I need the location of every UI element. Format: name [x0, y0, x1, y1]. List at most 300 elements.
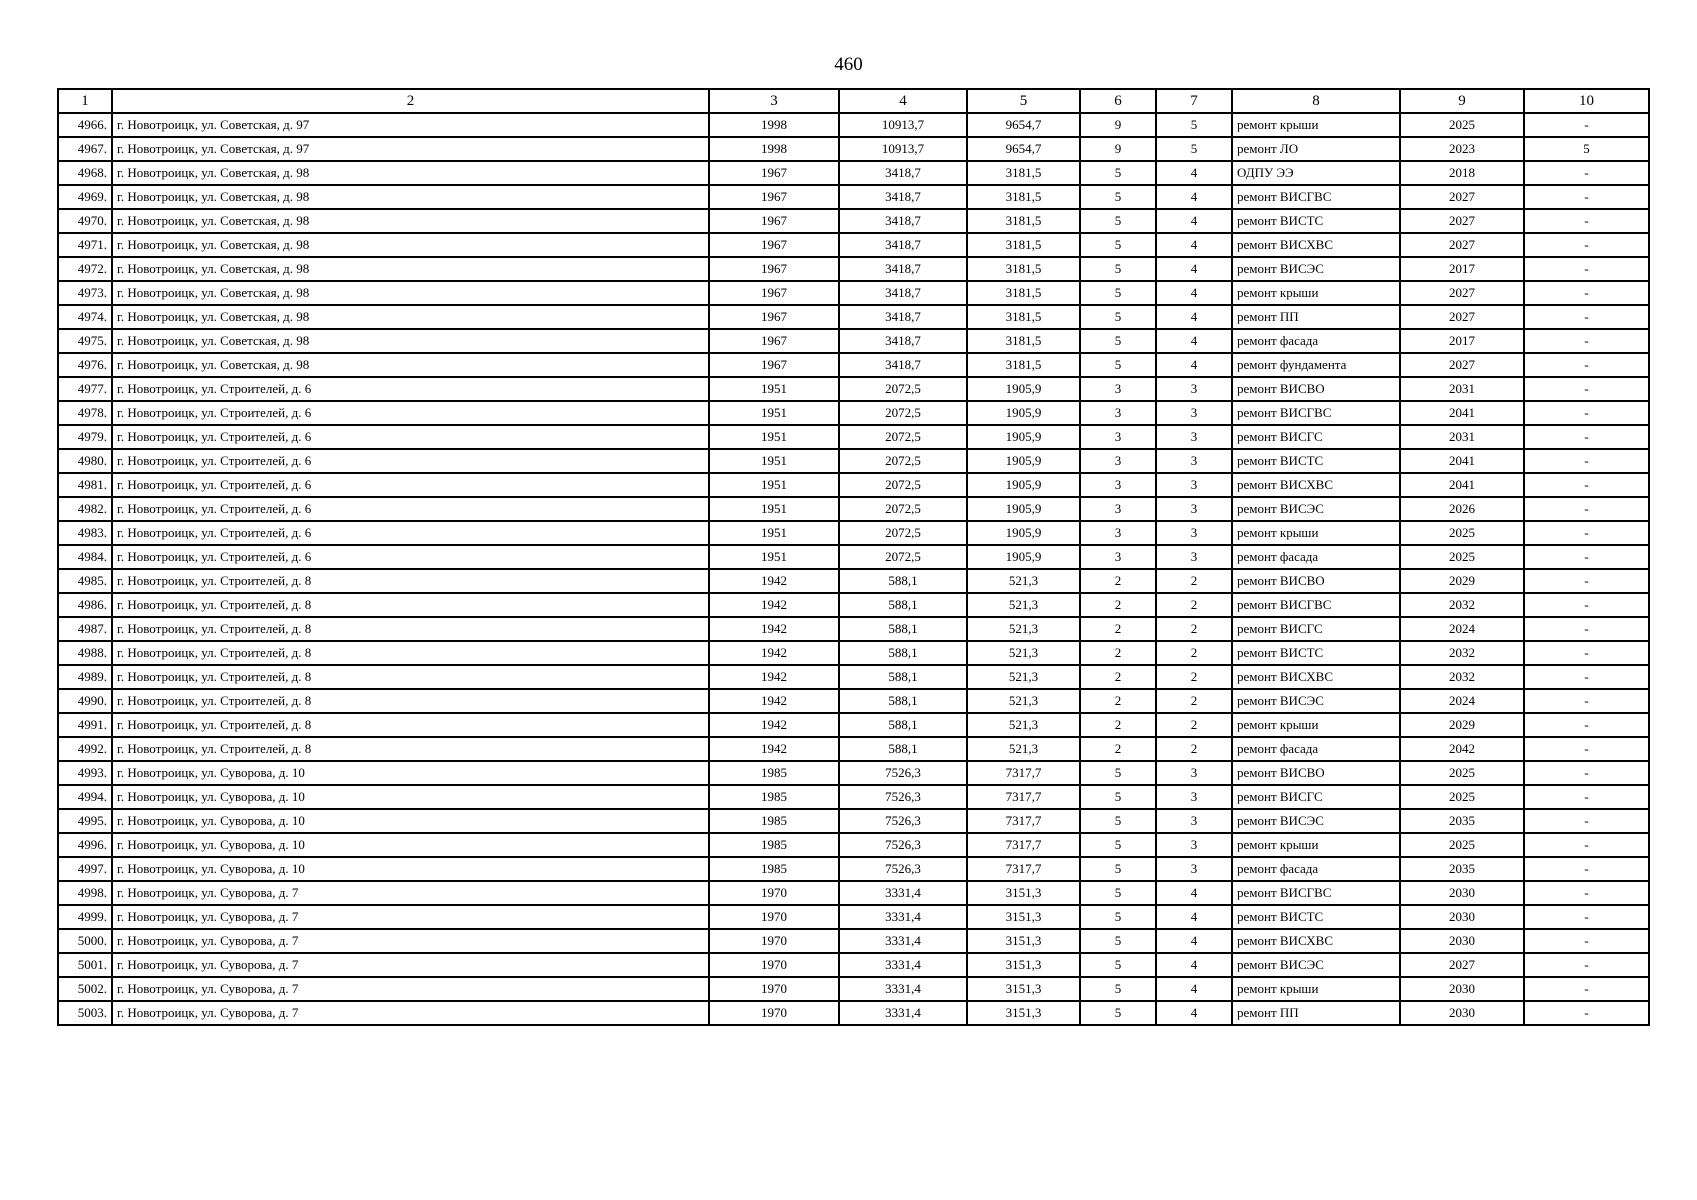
- total-area-cell: 7526,3: [839, 857, 967, 881]
- note-cell: -: [1524, 281, 1649, 305]
- living-area-cell: 521,3: [967, 593, 1080, 617]
- note-cell: -: [1524, 377, 1649, 401]
- address-cell: г. Новотроицк, ул. Строителей, д. 6: [112, 425, 709, 449]
- entrances-cell: 4: [1156, 305, 1232, 329]
- work-type-cell: ремонт ВИСГВС: [1232, 185, 1400, 209]
- year-built-cell: 1951: [709, 473, 839, 497]
- note-cell: -: [1524, 713, 1649, 737]
- table-row: [58, 665, 1649, 689]
- living-area-cell: 3181,5: [967, 281, 1080, 305]
- planned-year-cell: 2025: [1400, 521, 1524, 545]
- work-type-cell: ремонт ВИСВО: [1232, 569, 1400, 593]
- column-header: 4: [839, 89, 967, 113]
- address-cell: г. Новотроицк, ул. Строителей, д. 6: [112, 377, 709, 401]
- table-row: [58, 977, 1649, 1001]
- row-number-cell: 4986.: [58, 593, 112, 617]
- work-type-cell: ремонт ВИСЭС: [1232, 689, 1400, 713]
- note-cell: -: [1524, 641, 1649, 665]
- entrances-cell: 2: [1156, 713, 1232, 737]
- table-row: [58, 353, 1649, 377]
- planned-year-cell: 2027: [1400, 305, 1524, 329]
- table-row: [58, 521, 1649, 545]
- note-cell: -: [1524, 761, 1649, 785]
- entrances-cell: 3: [1156, 497, 1232, 521]
- living-area-cell: 7317,7: [967, 833, 1080, 857]
- work-type-cell: ремонт ВИСТС: [1232, 905, 1400, 929]
- planned-year-cell: 2025: [1400, 113, 1524, 137]
- note-cell: -: [1524, 665, 1649, 689]
- living-area-cell: 521,3: [967, 689, 1080, 713]
- row-number-cell: 4981.: [58, 473, 112, 497]
- row-number-cell: 5002.: [58, 977, 112, 1001]
- row-number-cell: 5003.: [58, 1001, 112, 1025]
- note-cell: -: [1524, 329, 1649, 353]
- table-row: [58, 449, 1649, 473]
- planned-year-cell: 2031: [1400, 425, 1524, 449]
- planned-year-cell: 2031: [1400, 377, 1524, 401]
- year-built-cell: 1951: [709, 497, 839, 521]
- floors-cell: 3: [1080, 425, 1156, 449]
- row-number-cell: 4977.: [58, 377, 112, 401]
- year-built-cell: 1967: [709, 233, 839, 257]
- total-area-cell: 588,1: [839, 665, 967, 689]
- note-cell: -: [1524, 257, 1649, 281]
- planned-year-cell: 2027: [1400, 353, 1524, 377]
- work-type-cell: ремонт фасада: [1232, 545, 1400, 569]
- table-row: [58, 1001, 1649, 1025]
- row-number-cell: 4980.: [58, 449, 112, 473]
- year-built-cell: 1942: [709, 737, 839, 761]
- work-type-cell: ремонт крыши: [1232, 521, 1400, 545]
- living-area-cell: 3181,5: [967, 209, 1080, 233]
- entrances-cell: 3: [1156, 449, 1232, 473]
- table-row: [58, 953, 1649, 977]
- living-area-cell: 7317,7: [967, 809, 1080, 833]
- living-area-cell: 521,3: [967, 641, 1080, 665]
- row-number-cell: 4983.: [58, 521, 112, 545]
- living-area-cell: 3181,5: [967, 233, 1080, 257]
- entrances-cell: 4: [1156, 905, 1232, 929]
- total-area-cell: 3331,4: [839, 905, 967, 929]
- note-cell: -: [1524, 161, 1649, 185]
- planned-year-cell: 2041: [1400, 449, 1524, 473]
- total-area-cell: 2072,5: [839, 377, 967, 401]
- row-number-cell: 4971.: [58, 233, 112, 257]
- living-area-cell: 1905,9: [967, 521, 1080, 545]
- entrances-cell: 2: [1156, 665, 1232, 689]
- row-number-cell: 4968.: [58, 161, 112, 185]
- total-area-cell: 588,1: [839, 617, 967, 641]
- entrances-cell: 4: [1156, 281, 1232, 305]
- floors-cell: 5: [1080, 809, 1156, 833]
- address-cell: г. Новотроицк, ул. Советская, д. 98: [112, 185, 709, 209]
- entrances-cell: 3: [1156, 545, 1232, 569]
- total-area-cell: 588,1: [839, 689, 967, 713]
- entrances-cell: 2: [1156, 593, 1232, 617]
- year-built-cell: 1951: [709, 425, 839, 449]
- address-cell: г. Новотроицк, ул. Строителей, д. 8: [112, 713, 709, 737]
- floors-cell: 5: [1080, 161, 1156, 185]
- total-area-cell: 7526,3: [839, 785, 967, 809]
- work-type-cell: ремонт фасада: [1232, 329, 1400, 353]
- floors-cell: 5: [1080, 257, 1156, 281]
- total-area-cell: 7526,3: [839, 761, 967, 785]
- floors-cell: 5: [1080, 905, 1156, 929]
- planned-year-cell: 2025: [1400, 785, 1524, 809]
- address-cell: г. Новотроицк, ул. Суворова, д. 10: [112, 809, 709, 833]
- living-area-cell: 7317,7: [967, 785, 1080, 809]
- address-cell: г. Новотроицк, ул. Строителей, д. 8: [112, 569, 709, 593]
- year-built-cell: 1985: [709, 833, 839, 857]
- entrances-cell: 4: [1156, 353, 1232, 377]
- work-type-cell: ремонт крыши: [1232, 281, 1400, 305]
- living-area-cell: 1905,9: [967, 473, 1080, 497]
- work-type-cell: ремонт крыши: [1232, 113, 1400, 137]
- note-cell: -: [1524, 425, 1649, 449]
- address-cell: г. Новотроицк, ул. Советская, д. 98: [112, 353, 709, 377]
- work-type-cell: ремонт ВИСВО: [1232, 761, 1400, 785]
- floors-cell: 5: [1080, 857, 1156, 881]
- table-row: [58, 233, 1649, 257]
- work-type-cell: ремонт ВИСЭС: [1232, 497, 1400, 521]
- planned-year-cell: 2032: [1400, 593, 1524, 617]
- address-cell: г. Новотроицк, ул. Суворова, д. 7: [112, 929, 709, 953]
- note-cell: 5: [1524, 137, 1649, 161]
- note-cell: -: [1524, 353, 1649, 377]
- living-area-cell: 7317,7: [967, 857, 1080, 881]
- living-area-cell: 3151,3: [967, 881, 1080, 905]
- floors-cell: 2: [1080, 617, 1156, 641]
- floors-cell: 5: [1080, 329, 1156, 353]
- entrances-cell: 5: [1156, 113, 1232, 137]
- living-area-cell: 521,3: [967, 713, 1080, 737]
- note-cell: -: [1524, 1001, 1649, 1025]
- planned-year-cell: 2018: [1400, 161, 1524, 185]
- row-number-cell: 4979.: [58, 425, 112, 449]
- planned-year-cell: 2017: [1400, 329, 1524, 353]
- total-area-cell: 2072,5: [839, 401, 967, 425]
- work-type-cell: ремонт ВИСХВС: [1232, 665, 1400, 689]
- planned-year-cell: 2023: [1400, 137, 1524, 161]
- floors-cell: 9: [1080, 113, 1156, 137]
- living-area-cell: 1905,9: [967, 545, 1080, 569]
- note-cell: -: [1524, 905, 1649, 929]
- floors-cell: 3: [1080, 497, 1156, 521]
- floors-cell: 5: [1080, 281, 1156, 305]
- living-area-cell: 3151,3: [967, 929, 1080, 953]
- year-built-cell: 1967: [709, 305, 839, 329]
- entrances-cell: 3: [1156, 473, 1232, 497]
- planned-year-cell: 2030: [1400, 905, 1524, 929]
- planned-year-cell: 2027: [1400, 281, 1524, 305]
- total-area-cell: 2072,5: [839, 473, 967, 497]
- address-cell: г. Новотроицк, ул. Строителей, д. 8: [112, 617, 709, 641]
- living-area-cell: 521,3: [967, 617, 1080, 641]
- floors-cell: 5: [1080, 761, 1156, 785]
- table-row: [58, 281, 1649, 305]
- row-number-cell: 4997.: [58, 857, 112, 881]
- living-area-cell: 9654,7: [967, 113, 1080, 137]
- planned-year-cell: 2029: [1400, 713, 1524, 737]
- floors-cell: 3: [1080, 377, 1156, 401]
- planned-year-cell: 2041: [1400, 401, 1524, 425]
- total-area-cell: 2072,5: [839, 497, 967, 521]
- row-number-cell: 4976.: [58, 353, 112, 377]
- row-number-cell: 4973.: [58, 281, 112, 305]
- year-built-cell: 1951: [709, 401, 839, 425]
- floors-cell: 5: [1080, 929, 1156, 953]
- total-area-cell: 3331,4: [839, 881, 967, 905]
- work-type-cell: ремонт ВИСЭС: [1232, 953, 1400, 977]
- table-row: [58, 137, 1649, 161]
- year-built-cell: 1967: [709, 281, 839, 305]
- planned-year-cell: 2024: [1400, 617, 1524, 641]
- total-area-cell: 2072,5: [839, 545, 967, 569]
- year-built-cell: 1942: [709, 569, 839, 593]
- floors-cell: 3: [1080, 449, 1156, 473]
- planned-year-cell: 2017: [1400, 257, 1524, 281]
- table-row: [58, 809, 1649, 833]
- year-built-cell: 1942: [709, 689, 839, 713]
- year-built-cell: 1998: [709, 137, 839, 161]
- living-area-cell: 3181,5: [967, 257, 1080, 281]
- floors-cell: 2: [1080, 569, 1156, 593]
- table-row: [58, 881, 1649, 905]
- total-area-cell: 3331,4: [839, 929, 967, 953]
- total-area-cell: 3418,7: [839, 233, 967, 257]
- row-number-cell: 4975.: [58, 329, 112, 353]
- work-type-cell: ремонт ВИСГС: [1232, 785, 1400, 809]
- address-cell: г. Новотроицк, ул. Строителей, д. 8: [112, 665, 709, 689]
- work-type-cell: ремонт фундамента: [1232, 353, 1400, 377]
- floors-cell: 3: [1080, 473, 1156, 497]
- address-cell: г. Новотроицк, ул. Суворова, д. 7: [112, 953, 709, 977]
- row-number-cell: 4972.: [58, 257, 112, 281]
- entrances-cell: 2: [1156, 689, 1232, 713]
- note-cell: -: [1524, 305, 1649, 329]
- table-row: [58, 161, 1649, 185]
- planned-year-cell: 2024: [1400, 689, 1524, 713]
- note-cell: -: [1524, 977, 1649, 1001]
- work-type-cell: ремонт ВИСХВС: [1232, 929, 1400, 953]
- year-built-cell: 1970: [709, 881, 839, 905]
- table-header-row: [58, 89, 1649, 113]
- row-number-cell: 4984.: [58, 545, 112, 569]
- work-type-cell: ремонт фасада: [1232, 737, 1400, 761]
- living-area-cell: 3151,3: [967, 1001, 1080, 1025]
- entrances-cell: 4: [1156, 1001, 1232, 1025]
- total-area-cell: 588,1: [839, 569, 967, 593]
- floors-cell: 5: [1080, 1001, 1156, 1025]
- total-area-cell: 3418,7: [839, 209, 967, 233]
- total-area-cell: 588,1: [839, 593, 967, 617]
- table-row: [58, 689, 1649, 713]
- floors-cell: 5: [1080, 785, 1156, 809]
- floors-cell: 5: [1080, 953, 1156, 977]
- entrances-cell: 4: [1156, 209, 1232, 233]
- total-area-cell: 3418,7: [839, 161, 967, 185]
- total-area-cell: 2072,5: [839, 425, 967, 449]
- living-area-cell: 521,3: [967, 737, 1080, 761]
- work-type-cell: ремонт ПП: [1232, 1001, 1400, 1025]
- address-cell: г. Новотроицк, ул. Суворова, д. 10: [112, 857, 709, 881]
- planned-year-cell: 2029: [1400, 569, 1524, 593]
- living-area-cell: 3151,3: [967, 977, 1080, 1001]
- entrances-cell: 3: [1156, 809, 1232, 833]
- living-area-cell: 1905,9: [967, 377, 1080, 401]
- living-area-cell: 3181,5: [967, 161, 1080, 185]
- planned-year-cell: 2032: [1400, 665, 1524, 689]
- work-type-cell: ремонт ПП: [1232, 305, 1400, 329]
- row-number-cell: 4990.: [58, 689, 112, 713]
- address-cell: г. Новотроицк, ул. Советская, д. 98: [112, 305, 709, 329]
- floors-cell: 5: [1080, 233, 1156, 257]
- floors-cell: 5: [1080, 833, 1156, 857]
- year-built-cell: 1970: [709, 953, 839, 977]
- note-cell: -: [1524, 881, 1649, 905]
- total-area-cell: 7526,3: [839, 809, 967, 833]
- work-type-cell: ремонт ВИСЭС: [1232, 809, 1400, 833]
- floors-cell: 9: [1080, 137, 1156, 161]
- work-type-cell: ремонт крыши: [1232, 713, 1400, 737]
- floors-cell: 5: [1080, 977, 1156, 1001]
- total-area-cell: 10913,7: [839, 137, 967, 161]
- address-cell: г. Новотроицк, ул. Советская, д. 98: [112, 233, 709, 257]
- planned-year-cell: 2027: [1400, 185, 1524, 209]
- floors-cell: 2: [1080, 593, 1156, 617]
- entrances-cell: 3: [1156, 761, 1232, 785]
- table-row: [58, 305, 1649, 329]
- row-number-cell: 4994.: [58, 785, 112, 809]
- entrances-cell: 5: [1156, 137, 1232, 161]
- row-number-cell: 4991.: [58, 713, 112, 737]
- year-built-cell: 1970: [709, 929, 839, 953]
- living-area-cell: 9654,7: [967, 137, 1080, 161]
- table-row: [58, 257, 1649, 281]
- address-cell: г. Новотроицк, ул. Строителей, д. 6: [112, 521, 709, 545]
- floors-cell: 5: [1080, 209, 1156, 233]
- entrances-cell: 2: [1156, 569, 1232, 593]
- total-area-cell: 3331,4: [839, 953, 967, 977]
- row-number-cell: 4998.: [58, 881, 112, 905]
- note-cell: -: [1524, 113, 1649, 137]
- column-header: 6: [1080, 89, 1156, 113]
- year-built-cell: 1951: [709, 377, 839, 401]
- address-cell: г. Новотроицк, ул. Советская, д. 98: [112, 257, 709, 281]
- column-header: 2: [112, 89, 709, 113]
- table-row: [58, 761, 1649, 785]
- entrances-cell: 4: [1156, 977, 1232, 1001]
- address-cell: г. Новотроицк, ул. Советская, д. 98: [112, 281, 709, 305]
- address-cell: г. Новотроицк, ул. Суворова, д. 7: [112, 905, 709, 929]
- work-type-cell: ремонт ВИСГВС: [1232, 881, 1400, 905]
- floors-cell: 2: [1080, 713, 1156, 737]
- year-built-cell: 1942: [709, 641, 839, 665]
- work-type-cell: ремонт ВИСТС: [1232, 209, 1400, 233]
- address-cell: г. Новотроицк, ул. Строителей, д. 8: [112, 689, 709, 713]
- year-built-cell: 1970: [709, 1001, 839, 1025]
- address-cell: г. Новотроицк, ул. Советская, д. 98: [112, 329, 709, 353]
- row-number-cell: 4967.: [58, 137, 112, 161]
- table-row: [58, 905, 1649, 929]
- total-area-cell: 3418,7: [839, 329, 967, 353]
- row-number-cell: 4970.: [58, 209, 112, 233]
- address-cell: г. Новотроицк, ул. Строителей, д. 6: [112, 545, 709, 569]
- address-cell: г. Новотроицк, ул. Советская, д. 98: [112, 161, 709, 185]
- address-cell: г. Новотроицк, ул. Суворова, д. 7: [112, 1001, 709, 1025]
- table-row: [58, 329, 1649, 353]
- total-area-cell: 10913,7: [839, 113, 967, 137]
- address-cell: г. Новотроицк, ул. Суворова, д. 10: [112, 833, 709, 857]
- planned-year-cell: 2032: [1400, 641, 1524, 665]
- note-cell: -: [1524, 857, 1649, 881]
- column-header: 1: [58, 89, 112, 113]
- row-number-cell: 4995.: [58, 809, 112, 833]
- total-area-cell: 3418,7: [839, 353, 967, 377]
- row-number-cell: 4993.: [58, 761, 112, 785]
- planned-year-cell: 2035: [1400, 809, 1524, 833]
- table-row: [58, 185, 1649, 209]
- entrances-cell: 3: [1156, 425, 1232, 449]
- table-row: [58, 377, 1649, 401]
- total-area-cell: 588,1: [839, 641, 967, 665]
- column-header: 10: [1524, 89, 1649, 113]
- total-area-cell: 3331,4: [839, 1001, 967, 1025]
- table-row: [58, 785, 1649, 809]
- column-header: 7: [1156, 89, 1232, 113]
- note-cell: -: [1524, 521, 1649, 545]
- note-cell: -: [1524, 617, 1649, 641]
- address-cell: г. Новотроицк, ул. Строителей, д. 6: [112, 497, 709, 521]
- table-row: [58, 473, 1649, 497]
- note-cell: -: [1524, 833, 1649, 857]
- note-cell: -: [1524, 473, 1649, 497]
- work-type-cell: ремонт ВИСГВС: [1232, 593, 1400, 617]
- entrances-cell: 4: [1156, 161, 1232, 185]
- note-cell: -: [1524, 497, 1649, 521]
- row-number-cell: 5001.: [58, 953, 112, 977]
- living-area-cell: 521,3: [967, 665, 1080, 689]
- note-cell: -: [1524, 809, 1649, 833]
- planned-year-cell: 2025: [1400, 545, 1524, 569]
- planned-year-cell: 2027: [1400, 953, 1524, 977]
- note-cell: -: [1524, 689, 1649, 713]
- work-type-cell: ремонт фасада: [1232, 857, 1400, 881]
- planned-year-cell: 2030: [1400, 1001, 1524, 1025]
- year-built-cell: 1985: [709, 761, 839, 785]
- living-area-cell: 3181,5: [967, 185, 1080, 209]
- living-area-cell: 3151,3: [967, 953, 1080, 977]
- row-number-cell: 4978.: [58, 401, 112, 425]
- floors-cell: 2: [1080, 665, 1156, 689]
- row-number-cell: 4988.: [58, 641, 112, 665]
- column-header: 8: [1232, 89, 1400, 113]
- work-type-cell: ремонт крыши: [1232, 977, 1400, 1001]
- address-cell: г. Новотроицк, ул. Советская, д. 97: [112, 113, 709, 137]
- work-type-cell: ремонт ВИСГВС: [1232, 401, 1400, 425]
- year-built-cell: 1942: [709, 713, 839, 737]
- planned-year-cell: 2041: [1400, 473, 1524, 497]
- work-type-cell: ОДПУ ЭЭ: [1232, 161, 1400, 185]
- year-built-cell: 1967: [709, 329, 839, 353]
- address-cell: г. Новотроицк, ул. Строителей, д. 8: [112, 593, 709, 617]
- entrances-cell: 4: [1156, 233, 1232, 257]
- living-area-cell: 1905,9: [967, 497, 1080, 521]
- living-area-cell: 3181,5: [967, 305, 1080, 329]
- living-area-cell: 3181,5: [967, 329, 1080, 353]
- address-cell: г. Новотроицк, ул. Суворова, д. 7: [112, 977, 709, 1001]
- living-area-cell: 3181,5: [967, 353, 1080, 377]
